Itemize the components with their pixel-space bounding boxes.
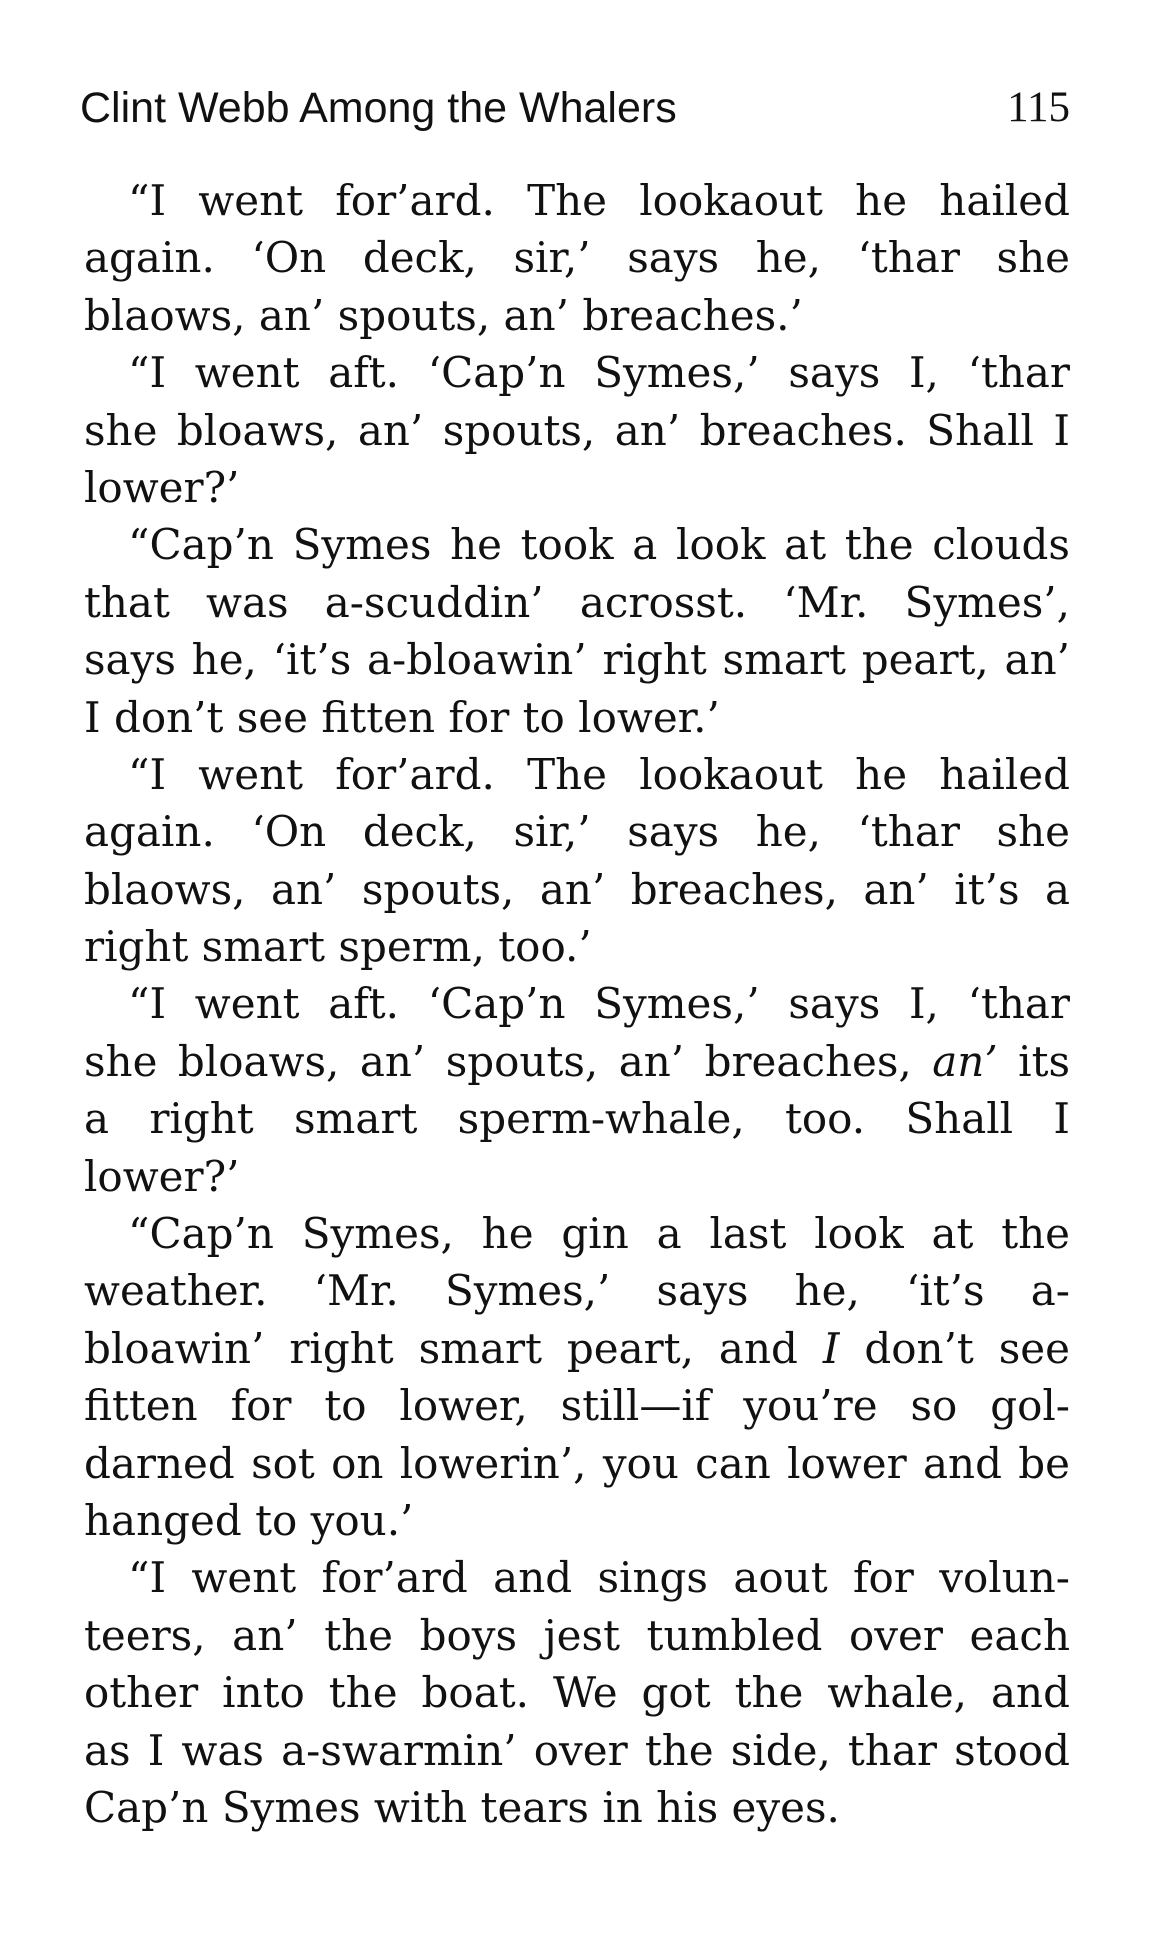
text-line: as I was a-swarmin’ over the side, thar stood	[84, 1725, 1070, 1775]
body-text	[84, 172, 1070, 1836]
paragraph	[84, 1205, 1070, 1549]
text-line: says he, ‘it’s a-bloawin’ right smart peart, an’	[84, 635, 1070, 685]
text-line: I don’t see fitten for to lower.’	[84, 692, 720, 742]
running-head	[80, 78, 1070, 138]
text-line: lower?’	[84, 1151, 240, 1201]
text-line: “I went for’ard. The lookaout he hailed	[128, 176, 1070, 225]
text-line: “I went aft. ‘Cap’n Symes,’ says I, ‘thar	[128, 979, 1070, 1029]
page-number: 115	[1007, 84, 1070, 131]
italic-text: I	[822, 1323, 840, 1373]
running-title: Clint Webb Among the Whalers	[80, 84, 677, 132]
text-line: blaows, an’ spouts, an’ breaches, an’ it’s a	[84, 864, 1070, 914]
italic-text: an’	[932, 1036, 998, 1086]
text-line: hanged to you.’	[84, 1495, 414, 1545]
text-line: fitten for to lower, still—if you’re so gol-	[84, 1381, 1070, 1431]
text-line: blaows, an’ spouts, an’ breaches.’	[84, 290, 803, 340]
text-line	[84, 1033, 1070, 1090]
text-line: a right smart sperm-whale, too. Shall I	[84, 1094, 1070, 1144]
text-line: weather. ‘Mr. Symes,’ says he, ‘it’s a-	[84, 1266, 1070, 1316]
text-segment: its	[1018, 1036, 1071, 1086]
paragraph	[84, 1549, 1070, 1836]
paragraph	[84, 344, 1070, 516]
text-line: again. ‘On deck, sir,’ says he, ‘thar she	[84, 807, 1070, 857]
text-line: right smart sperm, too.’	[84, 922, 592, 972]
text-line: “I went for’ard. The lookaout he hailed	[128, 749, 1070, 799]
text-line	[84, 1320, 1070, 1377]
text-line: teers, an’ the boys jest tumbled over each	[84, 1610, 1070, 1660]
text-line: “Cap’n Symes he took a look at the clouds	[128, 520, 1070, 570]
text-segment: don’t see	[864, 1323, 1070, 1373]
paragraph	[84, 516, 1070, 746]
paragraph	[84, 975, 1070, 1205]
text-segment: bloawin’ right smart peart, and	[84, 1323, 798, 1373]
text-line: she bloaws, an’ spouts, an’ breaches. Shall I	[84, 405, 1070, 455]
text-segment: she bloaws, an’ spouts, an’ breaches,	[84, 1036, 912, 1086]
text-line: “I went aft. ‘Cap’n Symes,’ says I, ‘thar	[128, 348, 1070, 398]
paragraph	[84, 746, 1070, 976]
paragraph	[84, 172, 1070, 344]
text-line: lower?’	[84, 462, 240, 512]
text-line: “I went for’ard and sings aout for volun-	[128, 1553, 1070, 1603]
text-line: other into the boat. We got the whale, and	[84, 1668, 1070, 1718]
text-line: that was a-scuddin’ acrosst. ‘Mr. Symes’,	[84, 577, 1070, 627]
text-line: Cap’n Symes with tears in his eyes.	[84, 1782, 840, 1832]
text-line: again. ‘On deck, sir,’ says he, ‘thar she	[84, 233, 1070, 283]
text-line: “Cap’n Symes, he gin a last look at the	[128, 1209, 1070, 1259]
text-line: darned sot on lowerin’, you can lower and be	[84, 1438, 1070, 1488]
